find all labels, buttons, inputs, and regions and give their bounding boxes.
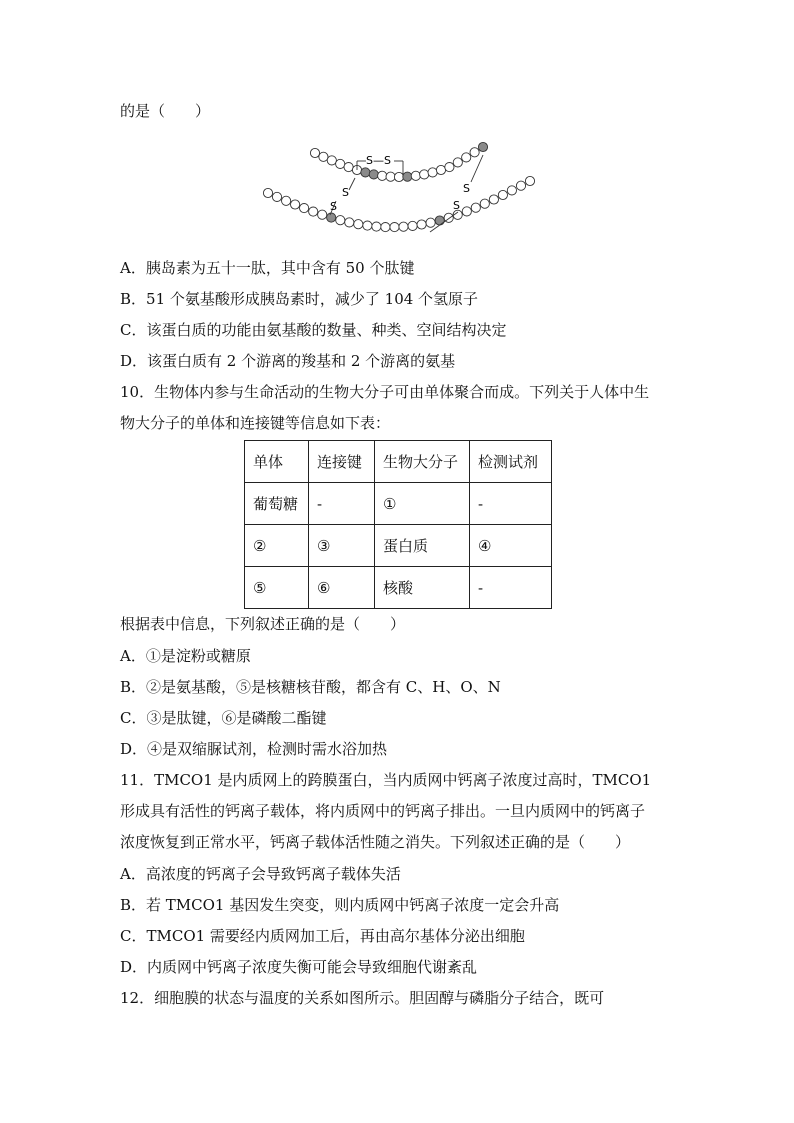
ss-label-right-2: S (453, 199, 460, 212)
table-cell: ⑥ (309, 567, 375, 609)
q12-stem-line1: 12．细胞膜的状态与温度的关系如图所示。胆固醇与磷脂分子结合，既可 (120, 989, 605, 1007)
q9-option-d: D．该蛋白质有 2 个游离的羧基和 2 个游离的氨基 (120, 352, 456, 370)
ss-label-left-2: S (330, 200, 337, 213)
table-header-cell: 连接键 (309, 441, 375, 483)
amino-acid-bead (390, 223, 399, 232)
bond-line (349, 178, 355, 190)
amino-acid-bead (263, 188, 272, 197)
chain-a (310, 142, 487, 181)
insulin-structure-diagram (258, 140, 548, 250)
cysteine-bead (403, 172, 412, 181)
amino-acid-bead (282, 196, 291, 205)
q11-option-c: C．TMCO1 需要经内质网加工后，再由高尔基体分泌出细胞 (120, 927, 525, 945)
q10-stem-line2: 物大分子的单体和连接键等信息如下表： (120, 414, 391, 432)
amino-acid-bead (378, 171, 387, 180)
ss-label-left-1: S (342, 186, 349, 199)
ss-label-right-1: S (463, 182, 470, 195)
amino-acid-bead (319, 152, 328, 161)
amino-acid-bead (428, 168, 437, 177)
amino-acid-bead (310, 148, 319, 157)
table-cell: - (470, 483, 552, 525)
cysteine-bead (435, 216, 444, 225)
q9-option-c: C．该蛋白质的功能由氨基酸的数量、种类、空间结构决定 (120, 321, 507, 339)
cysteine-bead (369, 170, 378, 179)
amino-acid-bead (417, 220, 426, 229)
amino-acid-bead (462, 153, 471, 162)
table-cell: ⑤ (245, 567, 309, 609)
table-cell: ③ (309, 525, 375, 567)
amino-acid-bead (480, 199, 489, 208)
amino-acid-bead (394, 172, 403, 181)
amino-acid-bead (300, 204, 309, 213)
table-cell: ④ (470, 525, 552, 567)
q11-stem-line3: 浓度恢复到正常水平，钙离子载体活性随之消失。下列叙述正确的是（ ） (120, 833, 631, 851)
amino-acid-bead (489, 195, 498, 204)
q11-stem-line2: 形成具有活性的钙离子载体，将内质网中的钙离子排出。一旦内质网中的钙离子 (120, 802, 646, 820)
table-header-cell: 检测试剂 (470, 441, 552, 483)
table-row (245, 567, 552, 609)
amino-acid-bead (462, 207, 471, 216)
amino-acid-bead (426, 218, 435, 227)
amino-acid-bead (471, 203, 480, 212)
amino-acid-bead (453, 158, 462, 167)
q9-stem-tail: 的是（ ） (120, 102, 211, 120)
amino-acid-bead (436, 165, 445, 174)
chain-b (263, 176, 534, 231)
table-row (245, 525, 552, 567)
amino-acid-bead (420, 170, 429, 179)
amino-acid-bead (381, 223, 390, 232)
table-cell: 核酸 (375, 567, 470, 609)
table-cell: ② (245, 525, 309, 567)
table-cell: - (470, 567, 552, 609)
amino-acid-bead (309, 207, 318, 216)
q9-option-a: A．胰岛素为五十一肽，其中含有 50 个肽键 (120, 259, 415, 277)
amino-acid-bead (372, 222, 381, 231)
q10-option-c: C．③是肽键，⑥是磷酸二酯键 (120, 709, 327, 727)
table-cell: ① (375, 483, 470, 525)
table-cell: 葡萄糖 (245, 483, 309, 525)
amino-acid-bead (327, 156, 336, 165)
amino-acid-bead (272, 192, 281, 201)
cysteine-bead (327, 213, 336, 222)
amino-acid-bead (318, 210, 327, 219)
amino-acid-bead (291, 200, 300, 209)
amino-acid-bead (354, 220, 363, 229)
q11-option-d: D．内质网中钙离子浓度失衡可能会导致细胞代谢紊乱 (120, 958, 478, 976)
q10-stem-line1: 10．生物体内参与生命活动的生物大分子可由单体聚合而成。下列关于人体中生 (120, 383, 650, 401)
amino-acid-bead (399, 222, 408, 231)
q10-option-b: B．②是氨基酸，⑤是核糖核苷酸，都含有 C、H、O、N (120, 678, 501, 696)
table-header-row (245, 441, 552, 483)
q10-question: 根据表中信息，下列叙述正确的是（ ） (120, 615, 406, 633)
amino-acid-bead (363, 221, 372, 230)
cysteine-bead (361, 168, 370, 177)
amino-acid-bead (525, 176, 534, 185)
q9-option-b: B．51 个氨基酸形成胰岛素时，减少了 104 个氢原子 (120, 290, 479, 308)
q11-option-a: A．高浓度的钙离子会导致钙离子载体失活 (120, 865, 401, 883)
q10-option-d: D．④是双缩脲试剂，检测时需水浴加热 (120, 740, 388, 758)
ss-label-top: S—S (366, 154, 391, 167)
q10-option-a: A．①是淀粉或糖原 (120, 647, 251, 665)
amino-acid-bead (498, 190, 507, 199)
amino-acid-bead (336, 159, 345, 168)
amino-acid-bead (516, 181, 525, 190)
q11-option-b: B．若 TMCO1 基因发生突变，则内质网中钙离子浓度一定会升高 (120, 896, 560, 914)
table-row (245, 483, 552, 525)
q11-stem-line1: 11．TMCO1 是内质网上的跨膜蛋白，当内质网中钙离子浓度过高时，TMCO1 (120, 771, 652, 789)
table-header-cell: 生物大分子 (375, 441, 470, 483)
amino-acid-bead (336, 216, 345, 225)
macromolecule-table (244, 440, 552, 609)
table-header-cell: 单体 (245, 441, 309, 483)
bond-line (471, 155, 483, 182)
cysteine-bead (478, 142, 487, 151)
amino-acid-bead (507, 186, 516, 195)
amino-acid-bead (470, 148, 479, 157)
table-cell: 蛋白质 (375, 525, 470, 567)
amino-acid-bead (386, 172, 395, 181)
amino-acid-bead (344, 163, 353, 172)
amino-acid-bead (408, 221, 417, 230)
amino-acid-bead (445, 163, 454, 172)
amino-acid-bead (411, 171, 420, 180)
table-cell: - (309, 483, 375, 525)
amino-acid-bead (345, 218, 354, 227)
